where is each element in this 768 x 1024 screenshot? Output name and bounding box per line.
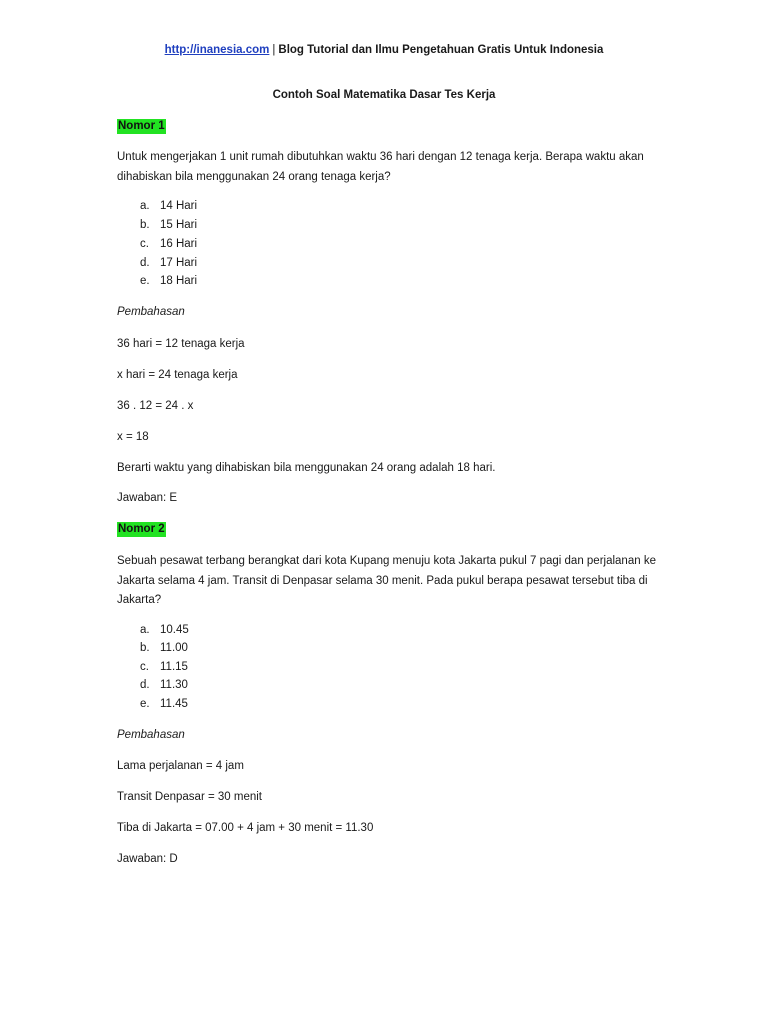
question-1-step-3: 36 . 12 = 24 . x bbox=[117, 400, 194, 412]
question-2-step-2: Transit Denpasar = 30 menit bbox=[117, 791, 262, 803]
question-1-label bbox=[117, 120, 166, 132]
question-2-option-e: e. 11.45 bbox=[140, 698, 188, 710]
question-1-option-e: e. 18 Hari bbox=[140, 275, 198, 287]
question-2-discussion-label: Pembahasan bbox=[117, 729, 185, 741]
question-label-highlight: Nomor 2 bbox=[118, 523, 165, 535]
question-1-discussion-label: Pembahasan bbox=[117, 306, 185, 318]
question-2-text: Sebuah pesawat terbang berangkat dari kota Kupang menuju kota Jakarta pukul 7 pagi dan perjalanan ke Jakarta selama 4 jam. Transit di Denpasar selama 30 menit. Pada pukul berapa pesawat tersebut tiba di Jakarta? bbox=[117, 555, 656, 606]
header-separator: | bbox=[272, 44, 276, 56]
question-1-option-b: b. 15 Hari bbox=[140, 219, 198, 231]
question-2-step-3: Tiba di Jakarta = 07.00 + 4 jam + 30 menit = 11.30 bbox=[117, 822, 374, 834]
page-header bbox=[0, 44, 768, 56]
question-1-answer: Jawaban: E bbox=[117, 492, 178, 504]
question-1-option-d: d. 17 Hari bbox=[140, 257, 198, 269]
question-2-answer: Jawaban: D bbox=[117, 853, 178, 865]
question-1-step-5: Berarti waktu yang dihabiskan bila menggunakan 24 orang adalah 18 hari. bbox=[117, 462, 496, 474]
header-tagline: Blog Tutorial dan Ilmu Pengetahuan Gratis Untuk Indonesia bbox=[278, 44, 604, 56]
question-1-step-1: 36 hari = 12 tenaga kerja bbox=[117, 338, 245, 350]
question-1-option-c: c. 16 Hari bbox=[140, 238, 198, 250]
question-1-option-a: a. 14 Hari bbox=[140, 200, 198, 212]
question-2-option-c: c. 11.15 bbox=[140, 661, 188, 673]
question-1-text: Untuk mengerjakan 1 unit rumah dibutuhkan waktu 36 hari dengan 12 tenaga kerja. Berapa waktu akan dihabiskan bila menggunakan 24 orang tenaga kerja? bbox=[117, 151, 644, 183]
question-2-option-a: a. 10.45 bbox=[140, 624, 189, 636]
question-2-step-1: Lama perjalanan = 4 jam bbox=[117, 760, 244, 772]
question-1-step-2: x hari = 24 tenaga kerja bbox=[117, 369, 238, 381]
question-2-option-d: d. 11.30 bbox=[140, 679, 188, 691]
question-2-label bbox=[117, 523, 166, 535]
question-2-option-b: b. 11.00 bbox=[140, 642, 188, 654]
document-title: Contoh Soal Matematika Dasar Tes Kerja bbox=[272, 89, 496, 101]
question-label-highlight: Nomor 1 bbox=[118, 120, 165, 132]
question-1-step-4: x = 18 bbox=[117, 431, 149, 443]
site-link[interactable]: http://inanesia.com bbox=[164, 44, 270, 56]
